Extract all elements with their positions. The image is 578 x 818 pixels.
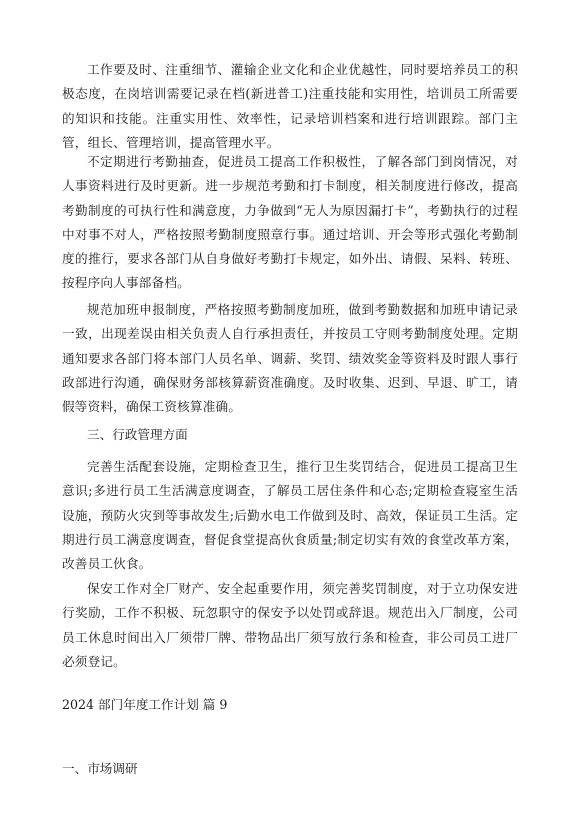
paragraph-training: 工作要及时、注重细节、灌输企业文化和企业优越性，同时要培养员工的积极态度，在岗培训需要记录在档(新进普工)注重技能和实用性，培训员工所需要的知识和技能。注重实用性、效率性，记录培训档案和进行培训跟踪。部门主管，组长、管理培训，提高管理水平。 (62, 62, 518, 150)
section-heading-admin: 三、行政管理方面 (87, 427, 188, 442)
plan-title: 2024 部门年度工作计划 篇 9 (62, 697, 228, 712)
paragraph-living-facilities: 完善生活配套设施，定期检查卫生，推行卫生奖罚结合，促进员工提高卫生意识;多进行员工生活满意度调查，了解员工居住条件和心态;定期检查寝室生活设施，预防火灾到等事故发生;后勤水电工作做到及时、高效，保证员工生活。定期进行员工满意度调查，督促食堂提高伙食质量;制定切实有效的食堂改革方案，改善员工伙食。 (62, 459, 518, 572)
paragraph-attendance: 不定期进行考勤抽查，促进员工提高工作积极性，了解各部门到岗情况，对人事资料进行及时更新。进一步规范考勤和打卡制度，相关制度进行修改，提高考勤制度的可执行性和满意度，力争做到“无人为原因漏打卡”，考勤执行的过程中对事不对人，严格按照考勤制度照章行事。通过培训、开会等形式强化考勤制度的推行，要求各部门从自身做好考勤打卡规定，如外出、请假、呆料、转班、按程序向人事部备档。 (62, 154, 518, 291)
paragraph-overtime: 规范加班申报制度，严格按照考勤制度加班，做到考勤数据和加班申请记录一致，出现差误由相关负责人自行承担责任，并按员工守则考勤制度处理。定期通知要求各部门将本部门人员名单、调薪、奖罚、绩效奖金等资料及时跟人事行政部进行沟通，确保财务部核算薪资准确度。及时收集、迟到、早退、旷工，请假等资料，确保工资核算准确。 (62, 302, 518, 415)
sub-heading-market-research: 一、市场调研 (62, 761, 138, 776)
paragraph-security: 保安工作对全厂财产、安全起重要作用，须完善奖罚制度，对于立功保安进行奖励，工作不积极、玩忽职守的保安予以处罚或辞退。规范出入厂制度，公司员工休息时间出入厂须带厂牌、带物品出厂须写放行条和检查，非公司员工进厂必须登记。 (62, 581, 518, 669)
